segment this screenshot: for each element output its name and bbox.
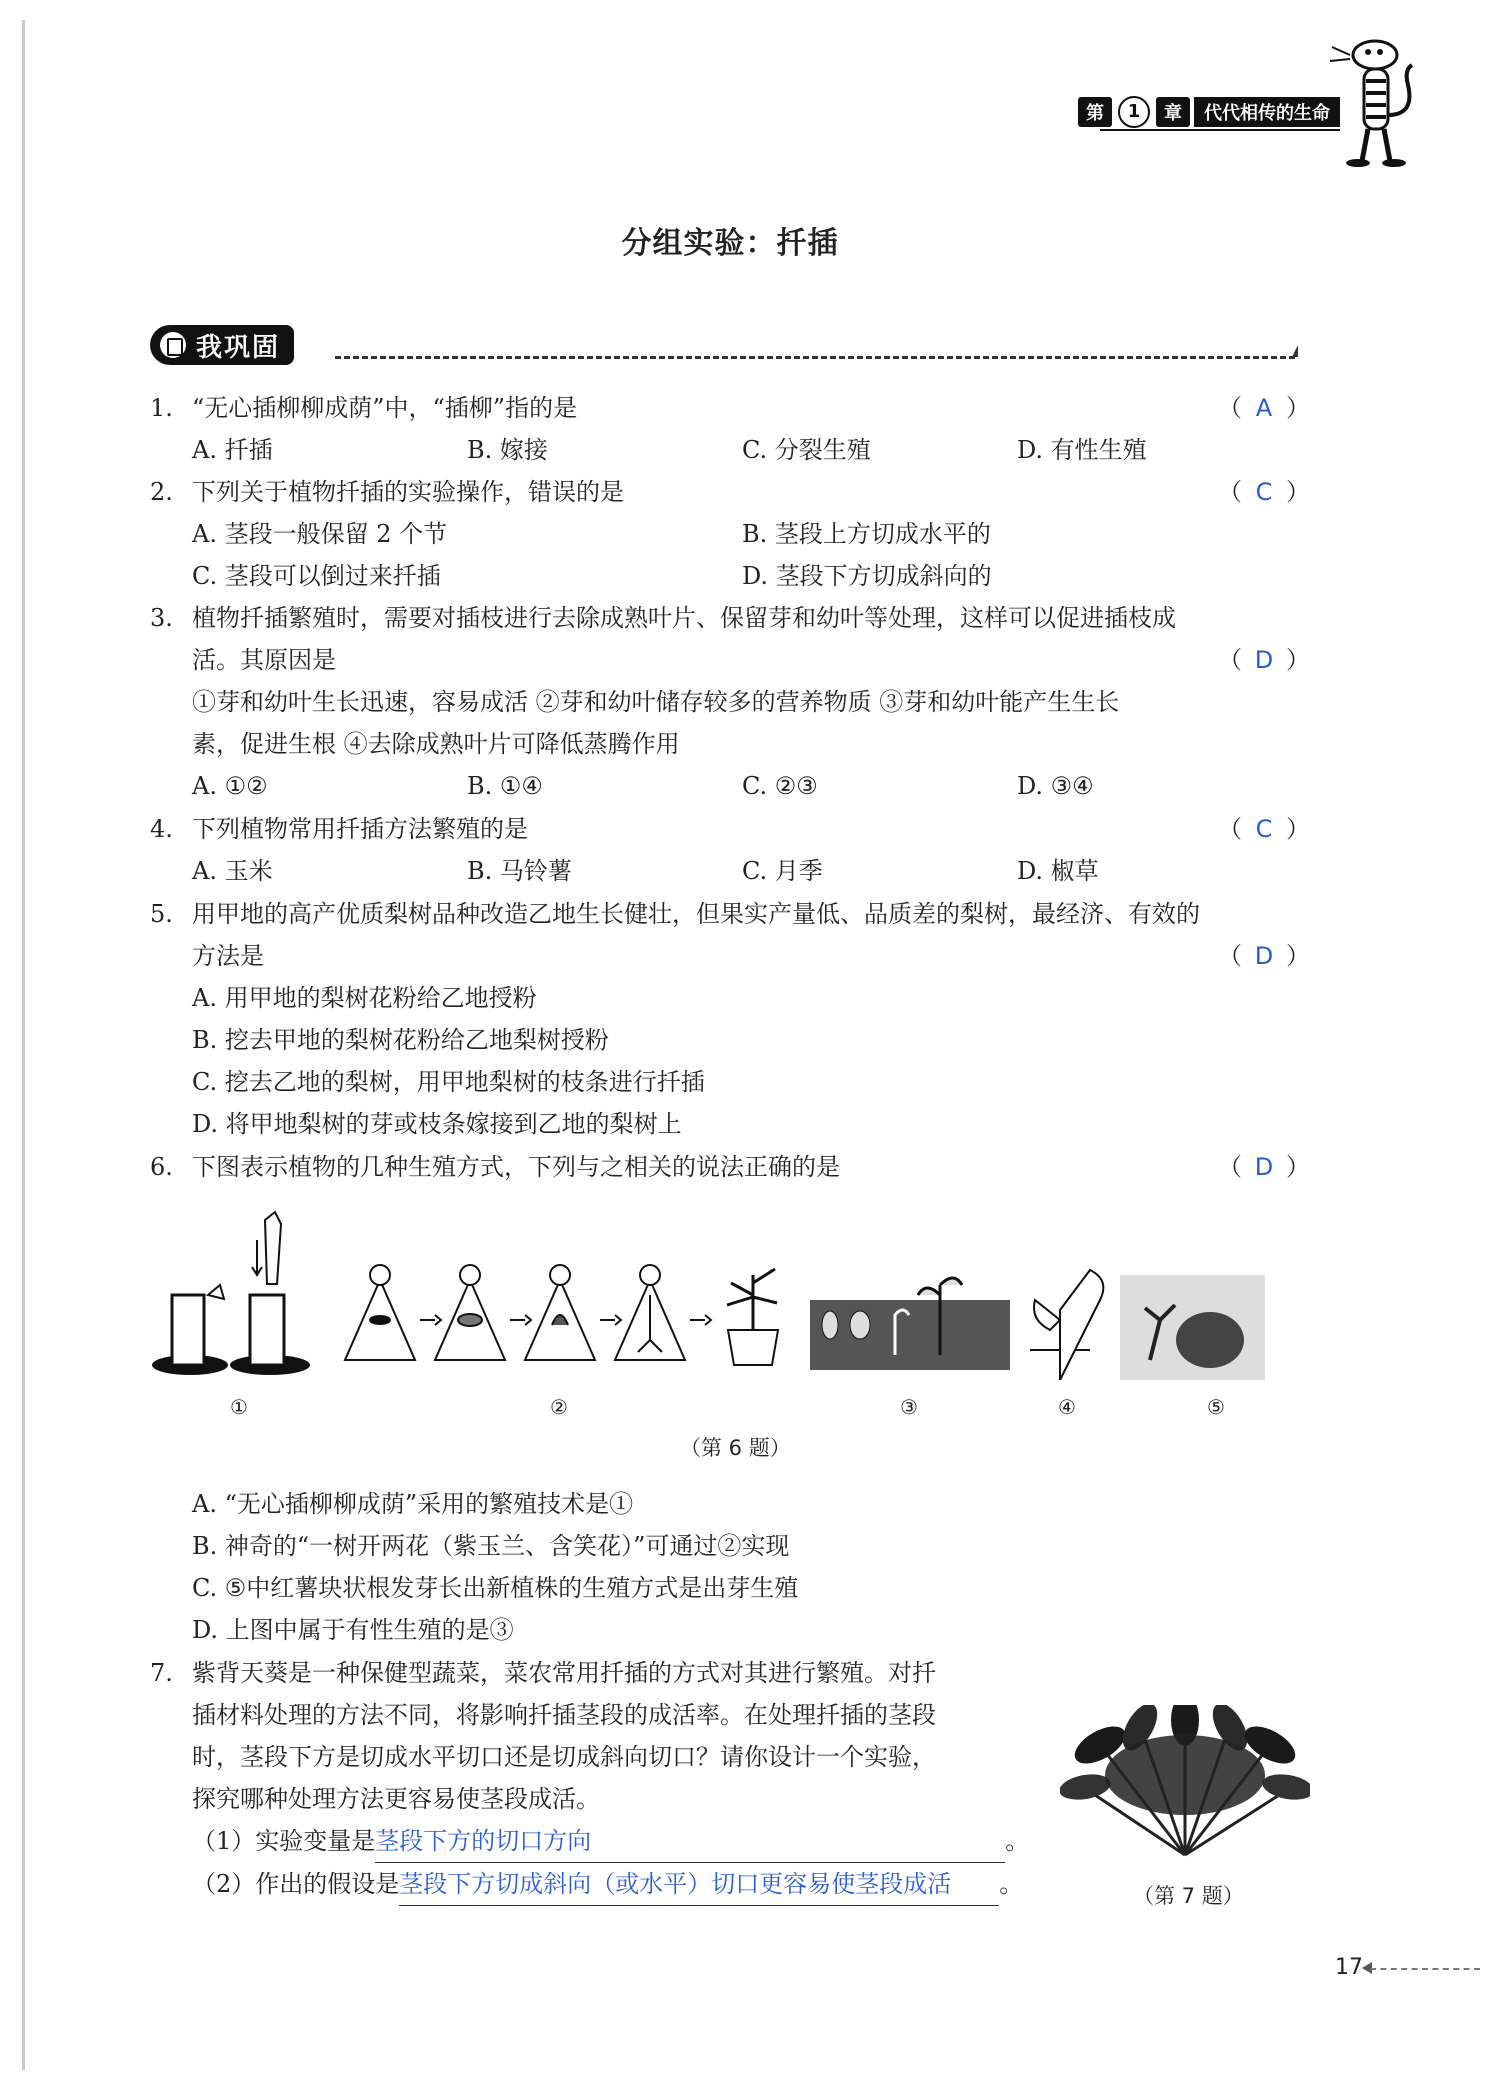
tiger-mascot-icon [1320,25,1420,170]
option-b: B. 挖去甲地的梨树花粉给乙地梨树授粉 [192,1026,609,1054]
question-2 [150,471,1310,597]
question-number: 7. [150,1659,173,1687]
options-row [192,765,1310,807]
tissue-culture-illustration [345,1265,778,1365]
answer-bracket: （ C ） [1218,471,1310,513]
question-detail-line1: ①芽和幼叶生长迅速，容易成活 ②芽和幼叶储存较多的营养物质 ③芽和幼叶能产生生长 [192,688,1120,716]
option-a: A. 玉米 [192,857,273,885]
figure-label-1: ① [230,1395,248,1419]
section-divider-end [1292,345,1298,357]
option-d: D. 茎段下方切成斜向的 [742,562,992,590]
question-stem: 下列关于植物扦插的实验操作，错误的是 [192,478,624,506]
chapter-header [1078,97,1340,127]
clipboard-icon [160,332,186,358]
options-row [192,513,1310,555]
question-number: 2. [150,478,173,506]
sub-question-1: （1）实验变量是茎段下方的切口方向 。 [192,1820,1050,1863]
figure-label-2: ② [550,1395,568,1419]
option-c: C. ②③ [742,772,818,800]
question-line-2: 插材料处理的方法不同，将影响扦插茎段的成活率。在处理扦插的茎段 [192,1701,936,1729]
option-d: D. 上图中属于有性生殖的是③ [192,1616,514,1644]
sweet-potato-photo [1120,1275,1265,1380]
seed-germination-illustration [810,1278,1010,1370]
chapter-number: 1 [1118,96,1150,128]
question-line-3: 时，茎段下方是切成水平切口还是切成斜向切口？请你设计一个实验， [192,1743,936,1771]
page-number: 17 [1335,1955,1363,1980]
answer-blank-2: 茎段下方切成斜向（或水平）切口更容易使茎段成活 [399,1863,999,1906]
page-spine-line [22,20,25,2070]
grafting-illustration [152,1212,310,1375]
section-label: 我巩固 [196,332,281,363]
figure-label-5: ⑤ [1207,1395,1225,1419]
chapter-rule [1100,129,1340,131]
leaf-cutting-illustration [1030,1270,1103,1380]
section-badge [150,325,294,365]
question-stem-line1: 植物扦插繁殖时，需要对插枝进行去除成熟叶片、保留芽和幼叶等处理，这样可以促进插枝成 [192,604,1176,632]
purple-back-begonia-photo [1060,1705,1310,1865]
figure-6 [150,1200,1310,1460]
question-5 [150,893,1310,1145]
question-stem-line2: 活。其原因是 [192,646,336,674]
options-row [192,850,1310,892]
answer-bracket: （ D ） [1218,639,1310,681]
question-stem-line2: 方法是 [192,942,264,970]
option-b: B. 茎段上方切成水平的 [742,520,991,548]
option-b: B. 嫁接 [467,436,548,464]
answer-letter: C [1255,478,1273,506]
figure-label-3: ③ [900,1395,918,1419]
option-a: A. 扦插 [192,436,273,464]
option-d: D. 有性生殖 [1017,436,1147,464]
figure-label-4: ④ [1058,1395,1076,1419]
question-detail-line2: 素，促进生根 ④去除成熟叶片可降低蒸腾作用 [192,730,680,758]
answer-bracket: （ D ） [1218,1146,1310,1188]
figure-7-caption: （第 7 题） [1133,1884,1244,1908]
answer-bracket: （ C ） [1218,808,1310,850]
reproduction-methods-illustration [150,1200,1310,1380]
question-number: 1. [150,394,173,422]
answer-letter: A [1255,394,1273,422]
question-stem: “无心插柳柳成荫”中，“插柳”指的是 [192,394,578,422]
answer-blank-1: 茎段下方的切口方向 [375,1820,1005,1863]
question-number: 4. [150,815,173,843]
answer-letter: C [1255,815,1273,843]
option-d: D. 将甲地梨树的芽或枝条嫁接到乙地的梨树上 [192,1110,682,1138]
question-6-options [150,1483,1310,1651]
question-6 [150,1146,1310,1188]
question-4 [150,808,1310,892]
question-stem: 下图表示植物的几种生殖方式，下列与之相关的说法正确的是 [192,1153,840,1181]
options-row [192,555,1310,597]
question-line-1: 紫背天葵是一种保健型蔬菜，菜农常用扦插的方式对其进行繁殖。对扦 [192,1659,936,1687]
question-number: 3. [150,604,173,632]
question-stem: 下列植物常用扦插方法繁殖的是 [192,815,528,843]
option-a: A. ①② [192,772,268,800]
answer-letter: D [1254,1153,1274,1181]
question-3 [150,597,1310,807]
answer-bracket: （ A ） [1218,387,1310,429]
option-d: D. 椒草 [1017,857,1099,885]
question-1 [150,387,1310,471]
question-number: 5. [150,900,173,928]
chapter-suffix: 章 [1156,97,1190,127]
option-a: A. “无心插柳柳成荫”采用的繁殖技术是① [192,1490,634,1518]
question-number: 6. [150,1153,173,1181]
section-divider [335,356,1295,359]
option-c: C. 茎段可以倒过来扦插 [192,562,441,590]
option-c: C. 挖去乙地的梨树，用甲地梨树的枝条进行扦插 [192,1068,705,1096]
option-c: C. 分裂生殖 [742,436,871,464]
option-a: A. 用甲地的梨树花粉给乙地授粉 [192,984,537,1012]
chapter-prefix: 第 [1078,97,1112,127]
option-b: B. 神奇的“一树开两花（紫玉兰、含笑花）”可通过②实现 [192,1532,790,1560]
option-c: C. ⑤中红薯块状根发芽长出新植株的生殖方式是出芽生殖 [192,1574,799,1602]
question-stem-line1: 用甲地的高产优质梨树品种改造乙地生长健壮，但果实产量低、品质差的梨树，最经济、有效的 [192,900,1200,928]
question-line-4: 探究哪种处理方法更容易使茎段成活。 [192,1785,600,1813]
page-title: 分组实验：扦插 [621,226,839,261]
question-7 [150,1652,1050,1906]
option-c: C. 月季 [742,857,823,885]
answer-bracket: （ D ） [1218,935,1310,977]
chapter-title: 代代相传的生命 [1194,97,1340,127]
option-a: A. 茎段一般保留 2 个节 [192,520,448,548]
options-row [192,429,1310,471]
sub-question-2: （2）作出的假设是茎段下方切成斜向（或水平）切口更容易使茎段成活 。 [192,1863,1050,1906]
option-b: B. ①④ [467,772,543,800]
figure-6-caption: （第 6 题） [680,1436,791,1460]
option-b: B. 马铃薯 [467,857,572,885]
answer-letter: D [1254,942,1274,970]
page-number-dash [1370,1968,1480,1970]
answer-letter: D [1254,646,1274,674]
option-d: D. ③④ [1017,772,1094,800]
